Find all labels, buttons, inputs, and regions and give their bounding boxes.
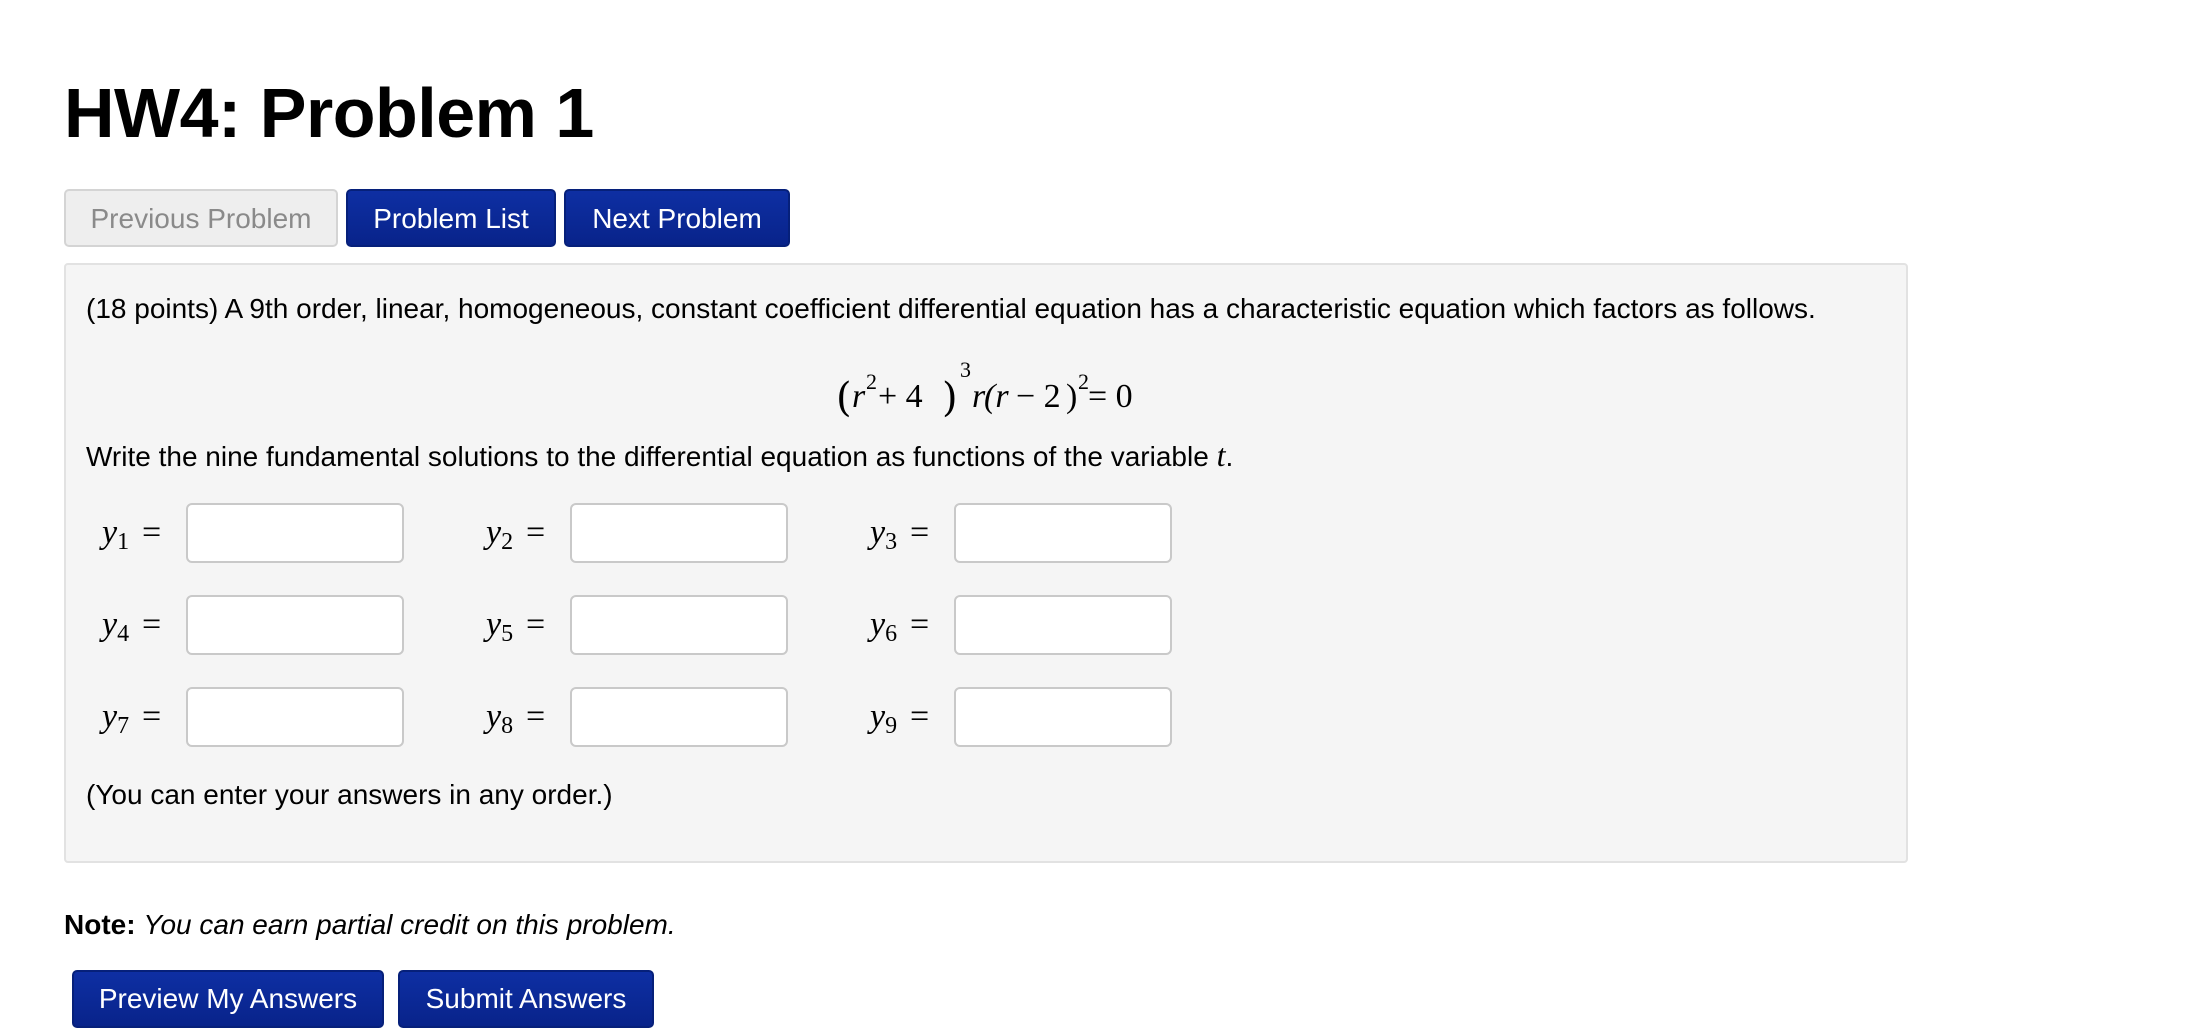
- answer-label: y5 =: [486, 606, 546, 647]
- answer-input-y7[interactable]: [186, 687, 404, 747]
- eq-plus-four: + 4: [878, 378, 923, 415]
- preview-answers-button[interactable]: Preview My Answers: [72, 970, 384, 1028]
- eq-minus-two: − 2: [1016, 378, 1061, 415]
- eq-r: r: [852, 378, 866, 415]
- next-problem-button[interactable]: Next Problem: [564, 189, 790, 247]
- instruction-variable: t: [1216, 437, 1226, 473]
- eq-close-paren-2: ): [1066, 378, 1078, 415]
- eq-r-factor: r: [972, 378, 986, 415]
- answer-order-note: (You can enter your answers in any order.): [86, 779, 613, 810]
- eq-equals-zero: = 0: [1088, 378, 1133, 415]
- answer-input-y4[interactable]: [186, 595, 404, 655]
- answer-label: y7 =: [102, 698, 162, 739]
- answer-y5: [486, 595, 846, 655]
- answer-label: y1 =: [102, 514, 162, 555]
- submit-answers-button[interactable]: Submit Answers: [398, 970, 654, 1028]
- instruction-suffix: .: [1225, 441, 1234, 472]
- answer-label: y9 =: [870, 698, 930, 739]
- answer-input-y5[interactable]: [570, 595, 788, 655]
- characteristic-equation: [836, 351, 1136, 427]
- instruction-prefix: Write the nine fundamental solutions to the differential equation as functions of the variable: [86, 441, 1217, 472]
- note-text: You can earn partial credit on this problem.: [143, 909, 676, 940]
- problem-body: [64, 263, 1908, 863]
- instruction-text: [86, 435, 1233, 477]
- answer-input-y3[interactable]: [954, 503, 1172, 563]
- answer-y3: [870, 503, 1230, 563]
- eq-cube: 3: [960, 357, 971, 382]
- answer-label: y3 =: [870, 514, 930, 555]
- answer-input-y1[interactable]: [186, 503, 404, 563]
- answer-y2: [486, 503, 846, 563]
- eq-square: 2: [866, 369, 877, 394]
- note-label: Note:: [64, 909, 136, 940]
- answer-input-y6[interactable]: [954, 595, 1172, 655]
- answer-y9: [870, 687, 1230, 747]
- answer-y8: [486, 687, 846, 747]
- answer-label: y4 =: [102, 606, 162, 647]
- eq-close-paren: ): [942, 375, 958, 421]
- problem-statement: (18 points) A 9th order, linear, homogeneous, constant coefficient differential equation has a characteristic equation which factors as follows.: [86, 293, 1816, 324]
- answer-input-y8[interactable]: [570, 687, 788, 747]
- answer-label: y2 =: [486, 514, 546, 555]
- eq-paren-r: (r: [984, 378, 1009, 415]
- answer-label: y8 =: [486, 698, 546, 739]
- answer-label: y6 =: [870, 606, 930, 647]
- answer-input-y9[interactable]: [954, 687, 1172, 747]
- eq-open-paren: (: [836, 375, 852, 421]
- problem-list-button[interactable]: Problem List: [346, 189, 556, 247]
- answer-y1: [102, 503, 462, 563]
- answer-input-y2[interactable]: [570, 503, 788, 563]
- previous-problem-button[interactable]: Previous Problem: [64, 189, 338, 247]
- partial-credit-note: [64, 905, 676, 945]
- answer-y4: [102, 595, 462, 655]
- answer-y6: [870, 595, 1230, 655]
- eq-square-2: 2: [1078, 369, 1089, 394]
- answer-y7: [102, 687, 462, 747]
- page-title: HW4: Problem 1: [64, 74, 594, 152]
